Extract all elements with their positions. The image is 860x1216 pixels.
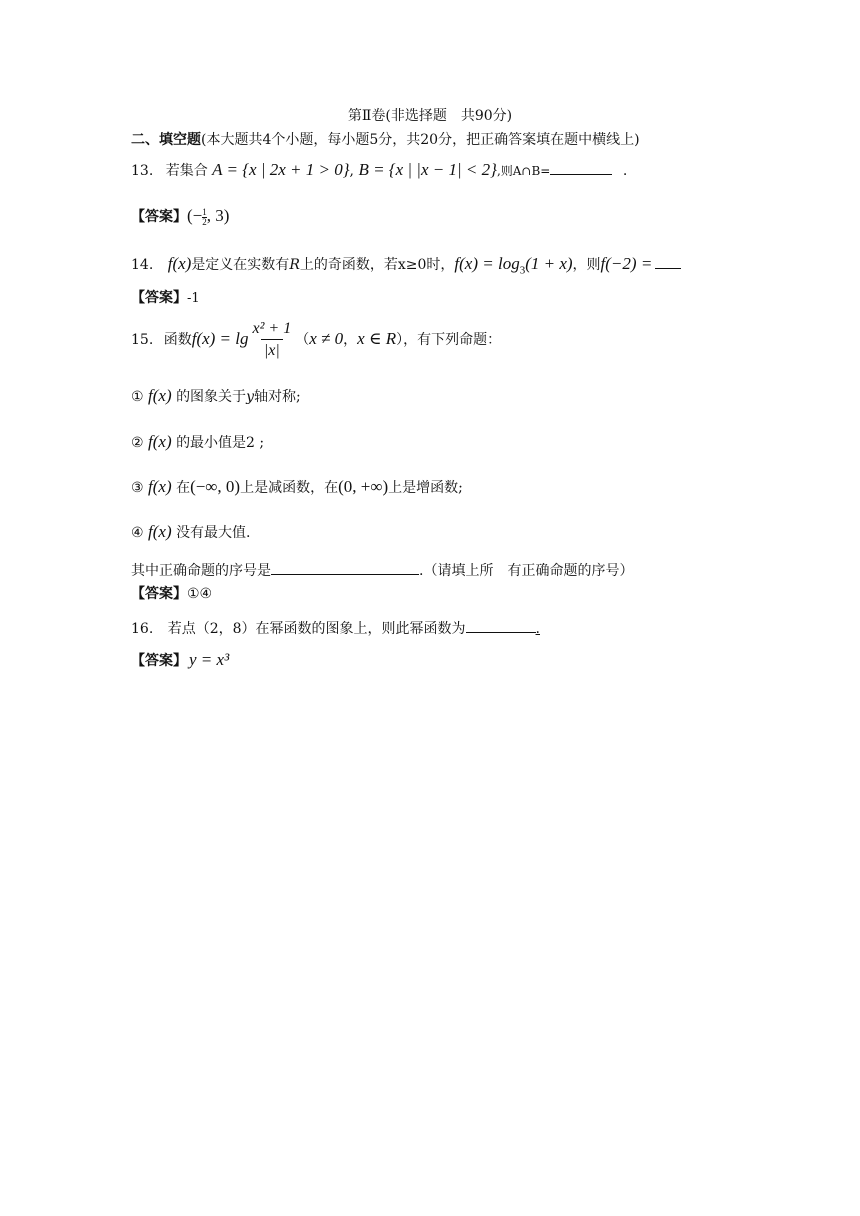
interval-1: (−∞, 0) bbox=[190, 477, 241, 496]
section-title: 第Ⅱ卷(非选择题 共90分) bbox=[347, 108, 513, 124]
answer-blank[interactable] bbox=[271, 560, 419, 575]
prompt-tail: .（请填上所 有正确命题的序号） bbox=[419, 563, 634, 579]
question-tail: . bbox=[622, 163, 628, 179]
answer-16 bbox=[131, 650, 229, 671]
proposition-mark: ④ bbox=[131, 525, 144, 541]
answer-label: 【答案】 bbox=[131, 209, 187, 225]
question-number: 16. bbox=[131, 621, 154, 637]
proposition-2 bbox=[131, 432, 264, 453]
proposition-1 bbox=[131, 386, 301, 407]
condition-separator: ， bbox=[343, 332, 358, 348]
question-lead: 若集合 bbox=[165, 163, 208, 179]
answer-prefix: (− bbox=[187, 206, 203, 225]
proposition-text: 上是减函数，在 bbox=[240, 480, 339, 496]
condition-open: （ bbox=[295, 332, 310, 348]
answer-blank[interactable] bbox=[466, 618, 536, 633]
set-b-formula: B = {x | |x − 1| < 2} bbox=[358, 160, 497, 179]
proposition-3 bbox=[131, 477, 463, 498]
answer-blank[interactable] bbox=[655, 254, 681, 269]
axis-variable: y bbox=[246, 389, 254, 405]
condition-1: x ≠ 0 bbox=[309, 329, 344, 348]
proposition-mark: ① bbox=[131, 389, 144, 405]
question-15-prompt bbox=[131, 560, 633, 581]
question-tail: . bbox=[535, 621, 540, 637]
formula-right: (1 + x) bbox=[525, 254, 573, 273]
formula-left: f(x) = log bbox=[454, 254, 520, 273]
question-15 bbox=[131, 318, 501, 364]
part-label: 二、填空题 bbox=[131, 132, 201, 148]
proposition-mark: ③ bbox=[131, 480, 144, 496]
answer-14 bbox=[131, 288, 200, 309]
question-16 bbox=[131, 618, 540, 639]
question-text: ，则 bbox=[572, 257, 601, 273]
condition-close: ），有下列命题： bbox=[396, 332, 502, 348]
fraction-numerator: 1 bbox=[202, 206, 207, 217]
proposition-text: 的最小值是2 ; bbox=[176, 435, 265, 451]
answer-13 bbox=[131, 206, 229, 227]
question-number: 15. bbox=[131, 332, 154, 348]
fraction-denominator: |x| bbox=[261, 339, 283, 362]
prompt-text: 其中正确命题的序号是 bbox=[131, 563, 271, 579]
answer-value: y = x³ bbox=[189, 650, 230, 669]
answer-label: 【答案】 bbox=[131, 586, 187, 602]
proposition-text: 在 bbox=[176, 480, 191, 496]
answer-value: ①④ bbox=[187, 586, 213, 602]
answer-value bbox=[187, 206, 229, 225]
question-text: 若点（2，8）在幂函数的图象上，则此幂函数为 bbox=[167, 621, 466, 637]
part-instructions: (本大题共4个小题，每小题5分，共20分，把正确答案填在题中横线上) bbox=[201, 132, 640, 148]
fraction-numerator: x² + 1 bbox=[252, 319, 292, 337]
log-base: 3 bbox=[519, 264, 526, 277]
answer-blank[interactable] bbox=[550, 160, 612, 175]
function-name: f(x) bbox=[148, 477, 172, 496]
set-r: R bbox=[289, 257, 300, 273]
condition: x≥0 bbox=[397, 257, 427, 273]
question-text: 时， bbox=[426, 257, 455, 273]
question-lead: 函数 bbox=[163, 332, 192, 348]
question-number: 13. bbox=[131, 163, 154, 179]
question-text: 上的奇函数，若 bbox=[299, 257, 398, 273]
function-name: f(x) bbox=[148, 386, 172, 405]
interval-2: (0, +∞) bbox=[338, 477, 389, 496]
fraction bbox=[251, 319, 294, 362]
answer-label: 【答案】 bbox=[131, 653, 187, 669]
condition-2: x ∈ R bbox=[357, 329, 397, 348]
question-number: 14. bbox=[131, 257, 154, 273]
query-formula: f(−2) = bbox=[600, 254, 653, 273]
question-ask: ,则A∩B= bbox=[496, 164, 551, 178]
answer-label: 【答案】 bbox=[131, 290, 187, 306]
proposition-text: 的图象关于 bbox=[176, 389, 247, 405]
question-text: 是定义在实数有 bbox=[191, 257, 290, 273]
function-formula: f(x) = lg bbox=[191, 329, 249, 348]
function-name: f(x) bbox=[148, 432, 172, 451]
log-formula bbox=[454, 254, 573, 277]
part-heading bbox=[131, 130, 640, 150]
function-name: f(x) bbox=[167, 254, 192, 273]
answer-15 bbox=[131, 584, 212, 604]
proposition-text: 没有最大值. bbox=[176, 525, 251, 541]
proposition-text: 轴对称; bbox=[253, 389, 301, 405]
question-14 bbox=[131, 254, 681, 280]
answer-suffix: , 3) bbox=[206, 206, 230, 225]
answer-value: -1 bbox=[187, 291, 200, 306]
proposition-text: 上是增函数; bbox=[388, 480, 463, 496]
proposition-mark: ② bbox=[131, 435, 144, 451]
question-13: 13. 若集合 A = {x | 2x + 1 > 0}, B = {x | |x − 1| < 2},则A∩B= . bbox=[131, 160, 628, 179]
fraction-denominator: 2 bbox=[202, 216, 207, 227]
function-name: f(x) bbox=[148, 522, 172, 541]
set-a-formula: A = {x | 2x + 1 > 0} bbox=[212, 160, 350, 179]
proposition-4 bbox=[131, 522, 251, 543]
